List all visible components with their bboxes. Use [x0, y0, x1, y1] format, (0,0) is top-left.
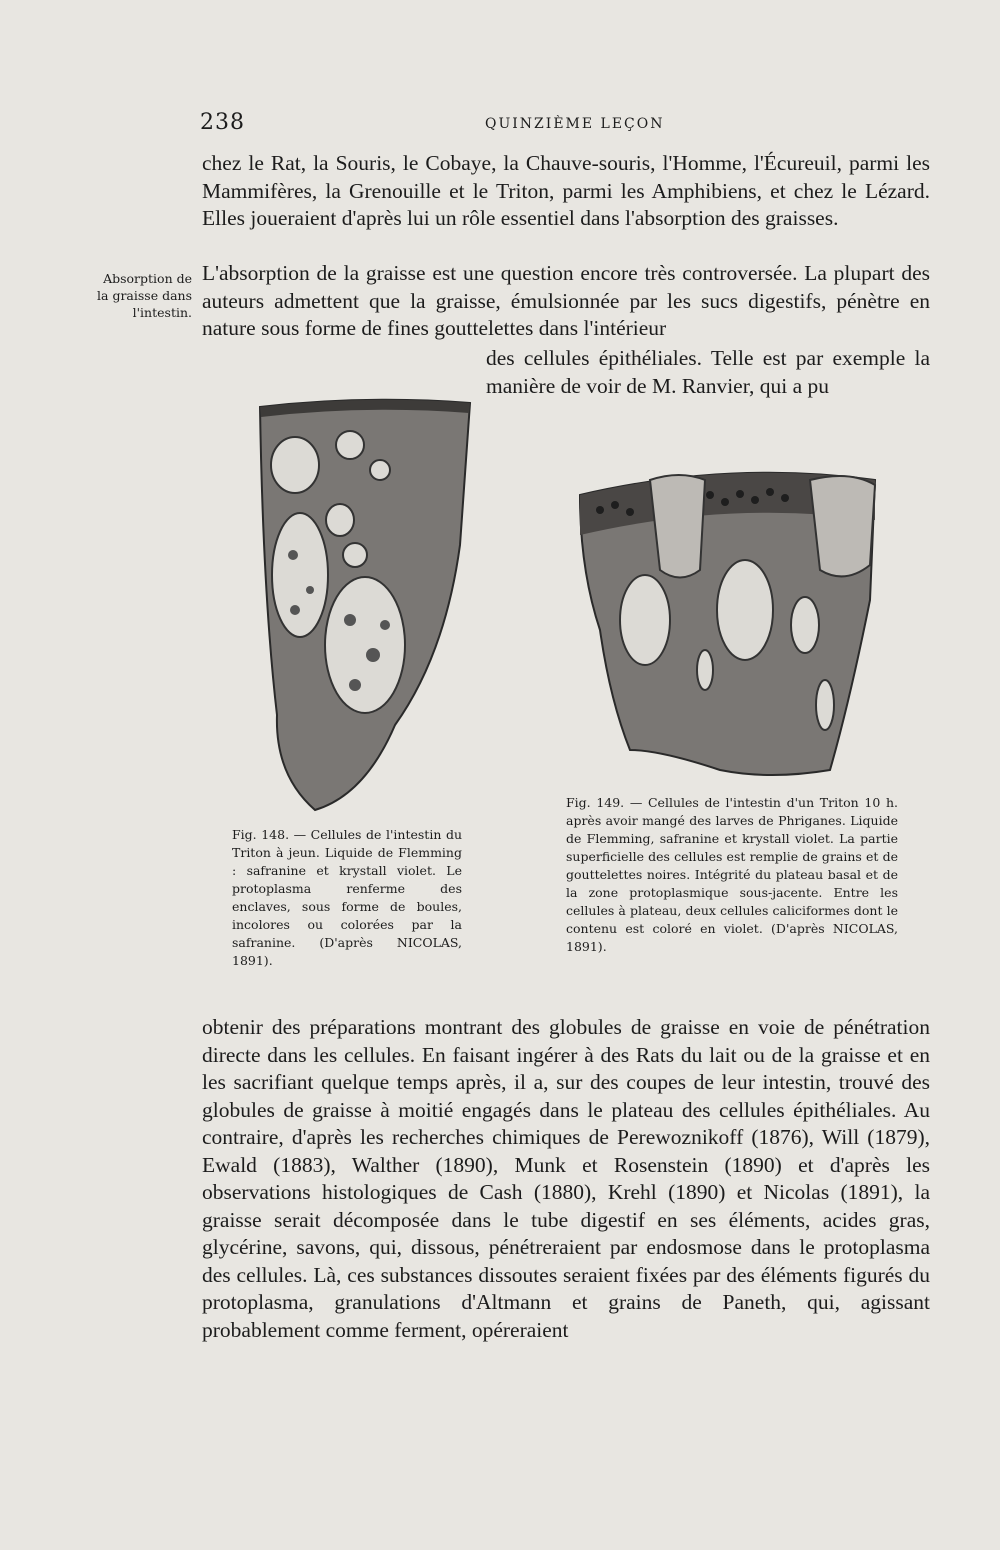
nucleus [325, 577, 405, 713]
page-number: 238 [200, 110, 245, 135]
paragraph-2-tail: des cellules épithéliales. Telle est par exemple la manière de voir de M. Ranvier, qui a pu [486, 346, 930, 398]
nucleus [816, 680, 834, 730]
running-title: QUINZIÈME LEÇON [485, 116, 665, 132]
figure-149-caption: Fig. 149. — Cellules de l'intestin d'un Triton 10 h. après avoir mangé des larves de Phriganes. Liquide de Flemming, safranine et krystall violet. La partie superficielle des cellules est remplie de grains et de gouttelettes noires. Intégrité du plateau basal et de la zone protoplasmique sous-jacente. Entre les cellules à plateau, deux cellules caliciformes dont le contenu est coloré en violet. (D'après NICOLAS, 1891). [566, 795, 898, 954]
fat-globule [336, 431, 364, 459]
paragraph-1: chez le Rat, la Souris, le Cobaye, la Chauve-souris, l'Homme, l'Écureuil, parmi les Mammifères, la Grenouille et le Triton, parmi les Amphibiens, et chez le Lézard. Elles joueraient d'après lui un rôle essentiel dans l'absorption des graisses. [202, 151, 930, 230]
figure-148-caption: Fig. 148. — Cellules de l'intestin du Triton à jeun. Liquide de Flemming : safranine et krystall violet. Le protoplasma renferme des enclaves, sous forme de boules, incolores ou colorées par la safranine. (D'après NICOLAS, 1891). [232, 827, 462, 968]
nucleus [620, 575, 670, 665]
goblet-cell [650, 475, 705, 578]
margin-note: Absorption de la graisse dans l'intestin. [97, 271, 192, 320]
paragraph-3: obtenir des préparations montrant des globules de graisse en voie de pénétration directe dans les cellules. En faisant ingérer à des Rats du lait ou de la graisse et en les sacrifiant quelque temps après, il a, sur des coupes de leur intestin, trouvé des globules de graisse à moitié engagés dans le plateau des cellules épithéliales. Au contraire, d'après les recherches chimiques de Perewoznikoff (1876), Will (1879), Ewald (1883), Walther (1890), Munk et Rosenstein (1890) et d'après les observations histologiques de Cash (1880), Krehl (1890) et Nicolas (1891), la graisse serait décomposée dans le tube digestif en ses éléments, acides gras, glycérine, savons, qui, dissous, pénétreraient par endosmose dans le protoplasma des cellules. Là, ces substances dissoutes seraient fixées par des éléments figurés du protoplasma, granulations d'Altmann et grains de Paneth, qui, agissant probablement comme ferment, opéreraient [202, 1015, 930, 1342]
nucleus [791, 597, 819, 653]
figure-148-illustration [255, 395, 475, 815]
nucleus [717, 560, 773, 660]
nucleus [272, 513, 328, 637]
nucleus [697, 650, 713, 690]
paragraph-2-head: L'absorption de la graisse est une question encore très controversée. La plupart des auteurs admettent que la graisse, émulsionnée par les sucs digestifs, pénètre en nature sous forme de fines gouttelettes dans l'intérieur [202, 261, 930, 340]
fat-globule [343, 543, 367, 567]
fat-globule [326, 504, 354, 536]
figure-149-illustration [570, 450, 890, 780]
fat-globule [370, 460, 390, 480]
goblet-cell [810, 476, 875, 576]
fat-globule [271, 437, 319, 493]
